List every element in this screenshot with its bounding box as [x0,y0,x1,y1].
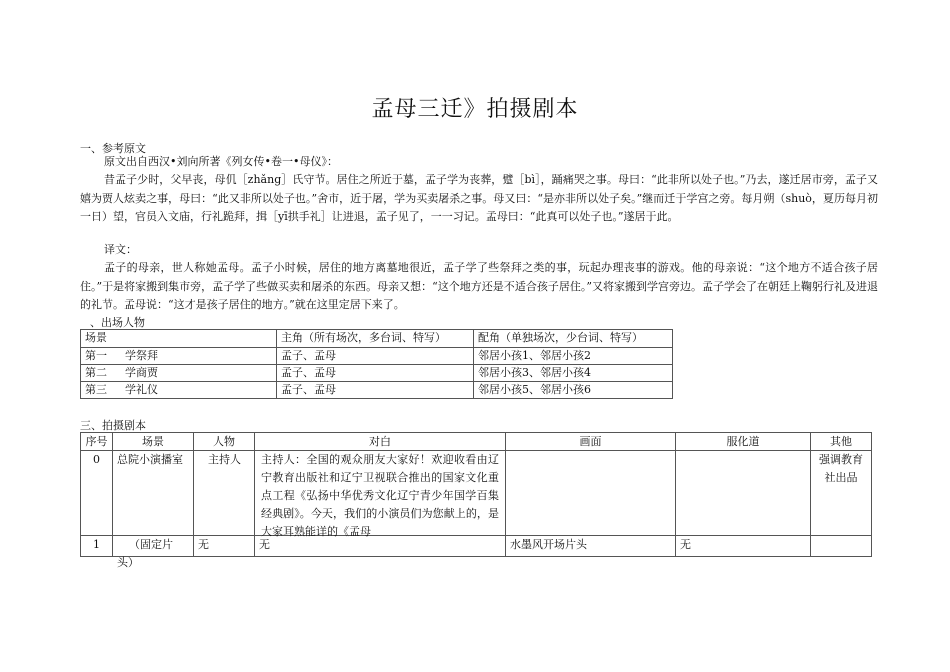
script-costume: 无 [676,536,811,557]
table-row [81,451,872,536]
translation-text: 孟子的母亲，世人称她孟母。孟子小时候，居住的地方离墓地很近，孟子学了些祭拜之类的事，玩起办理丧事的游戏。他的母亲说：“这个地方不适合孩子居住。”于是将家搬到集市旁，孟子学了些做买卖和屠杀的东西。母亲又想：“这个地方还是不适合孩子居住。”又将家搬到学宫旁边。孟子学会了在朝廷上鞠躬行礼及进退的礼节。孟母说：“这才是孩子居住的地方。”就在这里定居下来了。 [80,261,878,311]
cast-main: 孟子、孟母 [277,348,474,365]
script-header-other: 其他 [811,433,872,451]
cast-header-scene: 场景 [81,330,277,348]
table-row [81,348,673,365]
cast-main: 孟子、孟母 [277,365,474,382]
script-header-dialogue: 对白 [255,433,506,451]
script-other [811,536,872,557]
table-row [81,365,673,382]
script-table [80,432,872,569]
document-title: 孟母三迁》拍摄剧本 [371,97,579,122]
cast-scene-number: 第一 [85,349,107,362]
script-picture [506,451,676,536]
cast-support: 邻居小孩3、邻居小孩4 [474,365,673,382]
script-dialogue: 无 [255,536,506,557]
table-row [81,536,872,557]
script-header-picture: 画面 [506,433,676,451]
cast-scene-name: 学商贾 [125,366,158,379]
table-row [81,382,673,399]
script-dialogue-text: 主持人：全国的观众朋友大家好！欢迎收看由辽宁教育出版社和辽宁卫视联合推出的国家文化重点工程《弘扬中华优秀文化辽宁青少年国学百集经典剧》。今天，我们的小演员们为您献上的，是大家耳熟能详的《孟母 [261,453,499,538]
original-text: 昔孟子少时，父早丧，母仉［zhǎng］氏守节。居住之所近于墓，孟子学为丧葬，躄［bì］，踊痛哭之事。母曰：“此非所以处子也。”乃去，遂迁居市旁，孟子又嬉为贾人炫卖之事，母曰：“此又非所以处子也。”舍市，近于屠，学为买卖屠杀之事。母又曰：“是亦非所以处子矣。”继而迁于学宫之旁。每月朔（shuò，夏历每月初一日）望，官员入文庙，行礼跪拜，揖［yī拱手礼］让进退，孟子见了，一一习记。孟母曰：“此真可以处子也。”遂居于此。 [80,173,878,223]
script-scene: 总院小演播室 [113,451,194,536]
source-line: 原文出自西汉•刘向所著《列女传•卷一•母仪》： [104,155,338,168]
script-header-people: 人物 [194,433,255,451]
script-no: 0 [81,451,113,536]
script-no: 1 [81,536,113,557]
section-script-heading: 三、拍摄剧本 [80,419,146,432]
cast-main: 孟子、孟母 [277,382,474,399]
cast-scene-name: 学礼仪 [125,383,158,396]
cast-support: 邻居小孩5、邻居小孩6 [474,382,673,399]
script-picture: 水墨风开场片头 [506,536,676,557]
script-people: 无 [194,536,255,557]
script-scene [113,536,194,569]
script-other: 强调教育社出品 [811,451,872,536]
cast-header-main: 主角（所有场次，多台词、特写） [277,330,474,348]
cast-scene-number: 第三 [85,383,107,396]
script-scene-text: （固定片头） [117,538,173,569]
cast-scene-name: 学祭拜 [125,349,158,362]
section-cast-heading: 、出场人物 [90,316,145,329]
script-costume [676,451,811,536]
cast-header-support: 配角（单独场次，少台词、特写） [474,330,673,348]
script-people-text: 主持人 [208,453,241,466]
script-header-no: 序号 [81,433,113,451]
script-header-scene: 场景 [113,433,194,451]
section-reference-heading: 一、参考原文 [80,142,146,155]
script-header-costume: 服化道 [676,433,811,451]
cast-support: 邻居小孩1、邻居小孩2 [474,348,673,365]
script-people [194,451,255,536]
cast-scene-number: 第二 [85,366,107,379]
translation-label: 译文： [104,243,137,256]
script-dialogue [255,451,506,536]
cast-table [80,329,673,399]
